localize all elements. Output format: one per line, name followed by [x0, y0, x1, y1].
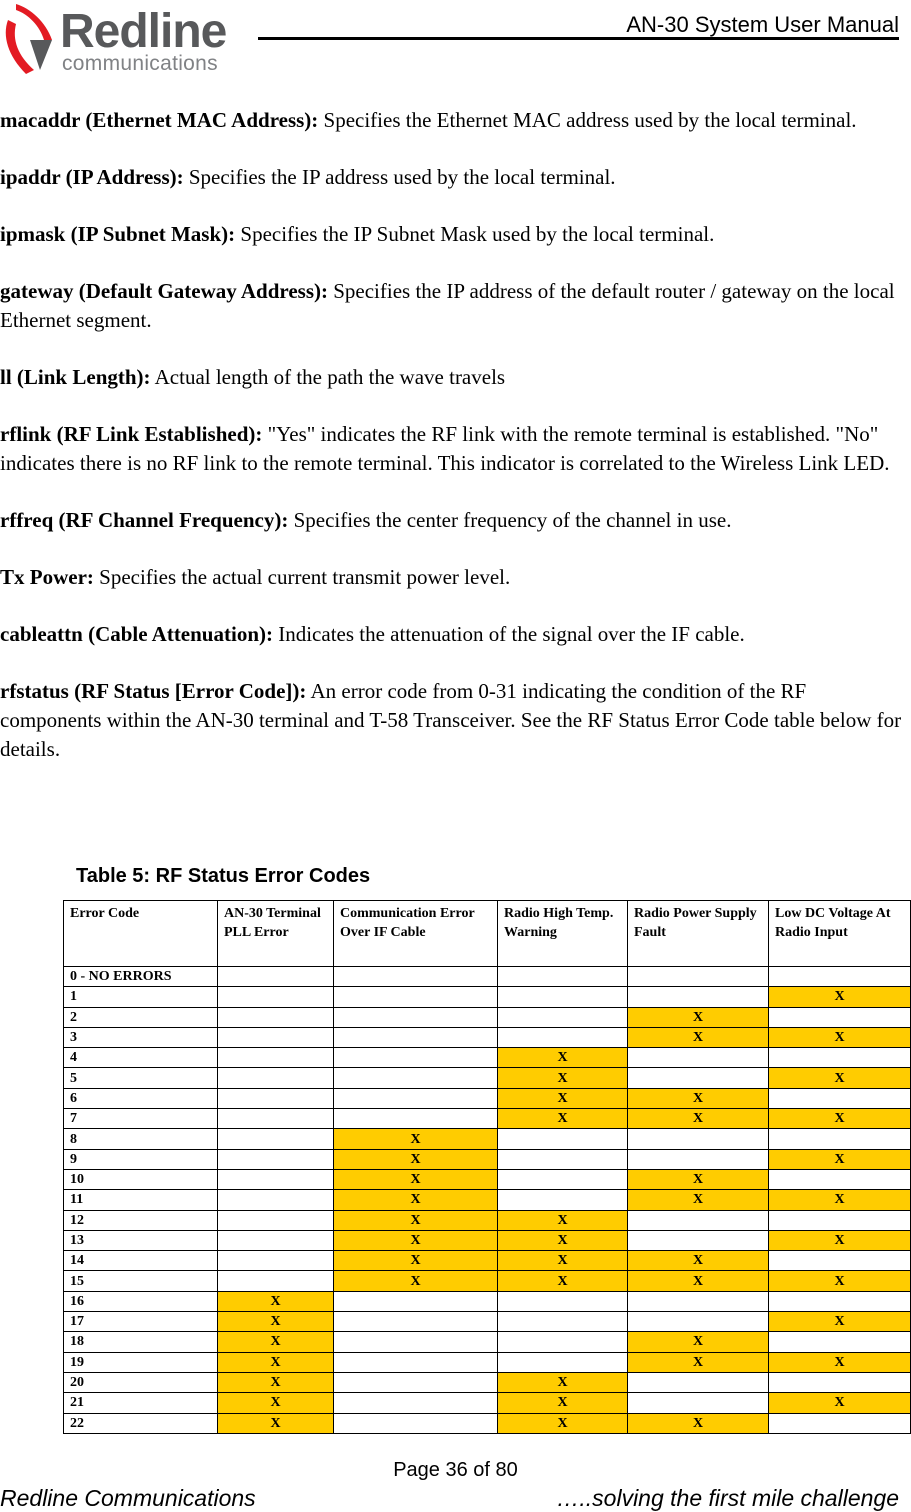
flag-cell: [498, 1291, 628, 1311]
flag-cell: X: [628, 1271, 769, 1291]
definition-rfstatus: [0, 677, 905, 764]
table-row: [64, 1169, 911, 1189]
flag-cell: X: [498, 1109, 628, 1129]
flag-cell: X: [769, 1271, 911, 1291]
error-code-cell: 4: [64, 1048, 218, 1068]
flag-cell: X: [498, 1210, 628, 1230]
flag-cell: [769, 1251, 911, 1271]
flag-cell: X: [334, 1271, 498, 1291]
header-power-fault: Radio Power Supply Fault: [628, 901, 769, 967]
table-row: [64, 1291, 911, 1311]
definition-text: "Yes" indicates the RF link with the remote terminal is established. "No" indicates there is no RF link to the remote terminal. This indicator is correlated to the Wireless Link LED.: [0, 422, 890, 475]
error-code-cell: 15: [64, 1271, 218, 1291]
flag-cell: [769, 1291, 911, 1311]
flag-cell: [218, 1007, 334, 1027]
flag-cell: [628, 1048, 769, 1068]
flag-cell: [334, 967, 498, 987]
flag-cell: X: [628, 1007, 769, 1027]
error-code-cell: 7: [64, 1109, 218, 1129]
flag-cell: [498, 1007, 628, 1027]
flag-cell: [218, 1210, 334, 1230]
error-code-cell: 21: [64, 1393, 218, 1413]
error-code-cell: 1: [64, 987, 218, 1007]
manual-title: AN-30 System User Manual: [626, 12, 899, 37]
footer-company: Redline Communications: [0, 1485, 256, 1511]
flag-cell: [628, 1372, 769, 1392]
definition-rffreq: [0, 506, 905, 535]
flag-cell: X: [628, 1413, 769, 1433]
flag-cell: [498, 1352, 628, 1372]
error-code-cell: 17: [64, 1312, 218, 1332]
flag-cell: [218, 1109, 334, 1129]
flag-cell: [628, 1068, 769, 1088]
definition-text: Indicates the attenuation of the signal over the IF cable.: [272, 622, 745, 646]
definition-text: Specifies the IP address used by the local terminal.: [183, 165, 616, 189]
flag-cell: [498, 987, 628, 1007]
flag-cell: [498, 1027, 628, 1047]
table-row: [64, 1007, 911, 1027]
definition-term: cableattn (Cable Attenuation):: [0, 622, 273, 646]
flag-cell: [334, 1352, 498, 1372]
flag-cell: X: [218, 1291, 334, 1311]
flag-cell: [334, 1332, 498, 1352]
flag-cell: [628, 1149, 769, 1169]
error-code-cell: 10: [64, 1169, 218, 1189]
table-body: [64, 967, 911, 1434]
table-row: [64, 1109, 911, 1129]
flag-cell: [769, 1332, 911, 1352]
table-row: [64, 1088, 911, 1108]
flag-cell: X: [218, 1413, 334, 1433]
flag-cell: [769, 1169, 911, 1189]
flag-cell: [498, 1169, 628, 1189]
flag-cell: X: [498, 1271, 628, 1291]
header-comm-error: Communication Error Over IF Cable: [334, 901, 498, 967]
footer-tagline: …..solving the first mile challenge: [556, 1485, 899, 1511]
header-high-temp: Radio High Temp. Warning: [498, 901, 628, 967]
error-code-cell: 0 - NO ERRORS: [64, 967, 218, 987]
table-row: [64, 1129, 911, 1149]
definition-term: gateway (Default Gateway Address):: [0, 279, 328, 303]
flag-cell: [769, 1007, 911, 1027]
definition-text: Specifies the IP address of the default router / gateway on the local Ethernet segment.: [0, 279, 895, 332]
error-code-cell: 2: [64, 1007, 218, 1027]
definition-text: Specifies the center frequency of the channel in use.: [288, 508, 732, 532]
definition-ipaddr: [0, 163, 905, 192]
definition-term: rfstatus (RF Status [Error Code]):: [0, 679, 307, 703]
flag-cell: [218, 1027, 334, 1047]
error-code-cell: 6: [64, 1088, 218, 1108]
table-row: [64, 1332, 911, 1352]
flag-cell: X: [769, 1027, 911, 1047]
error-code-cell: 3: [64, 1027, 218, 1047]
flag-cell: [769, 1088, 911, 1108]
flag-cell: X: [498, 1251, 628, 1271]
flag-cell: X: [218, 1393, 334, 1413]
flag-cell: [498, 967, 628, 987]
table-row: [64, 1352, 911, 1372]
error-code-cell: 14: [64, 1251, 218, 1271]
flag-cell: [628, 1210, 769, 1230]
flag-cell: [218, 1048, 334, 1068]
error-code-cell: 20: [64, 1372, 218, 1392]
flag-cell: X: [628, 1190, 769, 1210]
definitions-list: [0, 106, 905, 792]
flag-cell: X: [628, 1109, 769, 1129]
flag-cell: X: [769, 1393, 911, 1413]
table-row: [64, 1312, 911, 1332]
flag-cell: X: [769, 1190, 911, 1210]
flag-cell: [334, 1088, 498, 1108]
flag-cell: X: [498, 1413, 628, 1433]
flag-cell: X: [498, 1068, 628, 1088]
error-code-cell: 8: [64, 1129, 218, 1149]
error-code-cell: 13: [64, 1230, 218, 1250]
definition-term: rflink (RF Link Established):: [0, 422, 263, 446]
header-error-code: Error Code: [64, 901, 218, 967]
flag-cell: [334, 1372, 498, 1392]
table-row: [64, 967, 911, 987]
flag-cell: X: [628, 1027, 769, 1047]
brand-sub: communications: [62, 52, 218, 75]
redline-swoosh-icon: [0, 0, 62, 80]
definition-term: ll (Link Length):: [0, 365, 151, 389]
flag-cell: [769, 1129, 911, 1149]
table-row: [64, 1149, 911, 1169]
flag-cell: [218, 1230, 334, 1250]
flag-cell: [218, 1068, 334, 1088]
table-caption: Table 5: RF Status Error Codes: [76, 865, 371, 887]
table-row: [64, 1048, 911, 1068]
flag-cell: [334, 1109, 498, 1129]
flag-cell: X: [498, 1372, 628, 1392]
table-row: [64, 1210, 911, 1230]
error-code-cell: 5: [64, 1068, 218, 1088]
flag-cell: [334, 1048, 498, 1068]
flag-cell: X: [334, 1129, 498, 1149]
definition-txpower: [0, 563, 905, 592]
flag-cell: X: [218, 1312, 334, 1332]
flag-cell: [498, 1190, 628, 1210]
redline-logo: [0, 0, 260, 80]
error-code-cell: 16: [64, 1291, 218, 1311]
definition-text: Actual length of the path the wave travels: [150, 365, 506, 389]
flag-cell: X: [498, 1230, 628, 1250]
error-code-cell: 9: [64, 1149, 218, 1169]
flag-cell: [218, 1169, 334, 1189]
table-row: [64, 1230, 911, 1250]
flag-cell: [628, 1312, 769, 1332]
flag-cell: X: [218, 1372, 334, 1392]
flag-cell: [334, 1312, 498, 1332]
flag-cell: X: [498, 1088, 628, 1108]
flag-cell: [769, 1372, 911, 1392]
table-row: [64, 1251, 911, 1271]
table-row: [64, 1372, 911, 1392]
error-code-cell: 11: [64, 1190, 218, 1210]
header-pll-error: AN-30 Terminal PLL Error: [218, 901, 334, 967]
definition-macaddr: [0, 106, 905, 135]
error-code-cell: 22: [64, 1413, 218, 1433]
flag-cell: X: [334, 1251, 498, 1271]
definition-text: Specifies the Ethernet MAC address used by the local terminal.: [318, 108, 857, 132]
flag-cell: X: [334, 1169, 498, 1189]
flag-cell: [498, 1129, 628, 1149]
flag-cell: [334, 1027, 498, 1047]
flag-cell: X: [769, 1149, 911, 1169]
table-row: [64, 1068, 911, 1088]
definition-text: An error code from 0-31 indicating the condition of the RF components within the AN-30 terminal and T-58 Transceiver. See the RF Status Error Code table below for details.: [0, 679, 902, 761]
table-row: [64, 1271, 911, 1291]
brand-word: Redline: [60, 5, 227, 58]
flag-cell: [218, 1149, 334, 1169]
flag-cell: X: [769, 1230, 911, 1250]
error-code-cell: 19: [64, 1352, 218, 1372]
flag-cell: [218, 967, 334, 987]
definition-term: ipaddr (IP Address):: [0, 165, 184, 189]
flag-cell: [628, 1129, 769, 1149]
flag-cell: X: [334, 1210, 498, 1230]
flag-cell: X: [628, 1251, 769, 1271]
definition-cableattn: [0, 620, 905, 649]
flag-cell: X: [769, 1109, 911, 1129]
flag-cell: [498, 1149, 628, 1169]
rf-status-table: [63, 900, 911, 1434]
flag-cell: X: [334, 1190, 498, 1210]
definition-term: ipmask (IP Subnet Mask):: [0, 222, 236, 246]
flag-cell: [334, 1393, 498, 1413]
error-code-cell: 18: [64, 1332, 218, 1352]
flag-cell: X: [498, 1048, 628, 1068]
flag-cell: [334, 987, 498, 1007]
flag-cell: X: [498, 1393, 628, 1413]
flag-cell: [218, 987, 334, 1007]
flag-cell: [218, 1129, 334, 1149]
flag-cell: X: [769, 1312, 911, 1332]
table-row: [64, 1190, 911, 1210]
flag-cell: [218, 1251, 334, 1271]
table-row: [64, 987, 911, 1007]
flag-cell: [218, 1088, 334, 1108]
definition-term: macaddr (Ethernet MAC Address):: [0, 108, 319, 132]
definition-text: Specifies the actual current transmit power level.: [93, 565, 511, 589]
flag-cell: [769, 1048, 911, 1068]
flag-cell: [334, 1413, 498, 1433]
flag-cell: X: [334, 1149, 498, 1169]
flag-cell: [218, 1271, 334, 1291]
flag-cell: X: [628, 1088, 769, 1108]
flag-cell: X: [769, 1352, 911, 1372]
flag-cell: X: [628, 1352, 769, 1372]
flag-cell: [769, 1210, 911, 1230]
flag-cell: [334, 1068, 498, 1088]
flag-cell: X: [769, 987, 911, 1007]
flag-cell: [334, 1007, 498, 1027]
table-row: [64, 1027, 911, 1047]
table-row: [64, 1413, 911, 1433]
flag-cell: [769, 967, 911, 987]
flag-cell: [498, 1332, 628, 1352]
flag-cell: [628, 987, 769, 1007]
flag-cell: [498, 1312, 628, 1332]
definition-ipmask: [0, 220, 905, 249]
definition-ll: [0, 363, 905, 392]
header-low-voltage: Low DC Voltage At Radio Input: [769, 901, 911, 967]
definition-text: Specifies the IP Subnet Mask used by the local terminal.: [235, 222, 715, 246]
flag-cell: X: [334, 1230, 498, 1250]
flag-cell: [628, 1393, 769, 1413]
flag-cell: [628, 1291, 769, 1311]
table-header-row: [64, 901, 911, 967]
flag-cell: [628, 1230, 769, 1250]
flag-cell: [628, 967, 769, 987]
flag-cell: X: [628, 1332, 769, 1352]
definition-rflink: [0, 420, 905, 478]
error-code-cell: 12: [64, 1210, 218, 1230]
flag-cell: [218, 1190, 334, 1210]
definition-gateway: [0, 277, 905, 335]
flag-cell: [334, 1291, 498, 1311]
page-number: Page 36 of 80: [393, 1459, 518, 1481]
flag-cell: X: [218, 1332, 334, 1352]
table-row: [64, 1393, 911, 1413]
flag-cell: X: [218, 1352, 334, 1372]
flag-cell: [769, 1413, 911, 1433]
flag-cell: X: [628, 1169, 769, 1189]
flag-cell: X: [769, 1068, 911, 1088]
definition-term: Tx Power:: [0, 565, 94, 589]
definition-term: rffreq (RF Channel Frequency):: [0, 508, 289, 532]
